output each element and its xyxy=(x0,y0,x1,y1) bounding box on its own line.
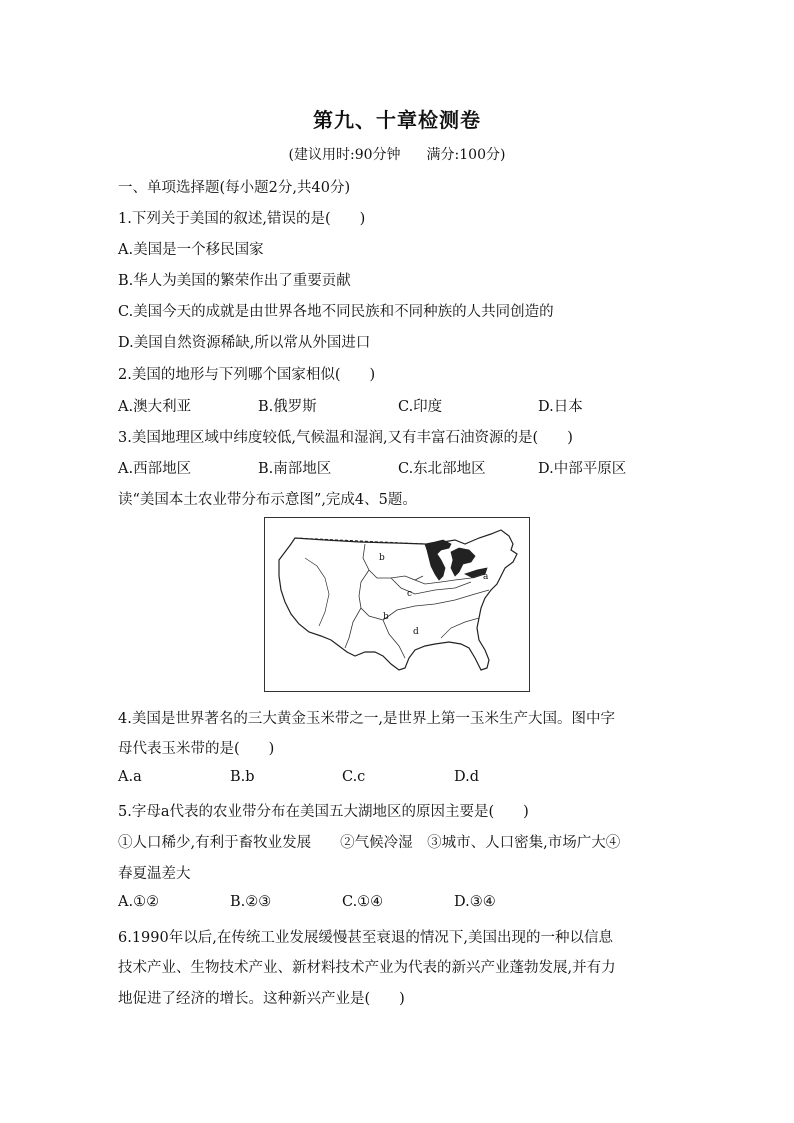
time-note: (建议用时:90分钟 xyxy=(288,147,401,163)
q4-option-d: D.d xyxy=(454,769,479,785)
q1-stem: 1.下列关于美国的叙述,错误的是( ) xyxy=(118,211,366,227)
map-label-d: d xyxy=(413,627,419,637)
q2-option-a: A.澳大利亚 xyxy=(118,399,192,415)
q5-choices-line1: ①人口稀少,有利于畜牧业发展 ②气候冷湿 ③城市、人口密集,市场广大④ xyxy=(118,835,621,851)
q2-stem: 2.美国的地形与下列哪个国家相似( ) xyxy=(118,367,376,383)
q1-option-b: B.华人为美国的繁荣作出了重要贡献 xyxy=(118,273,351,289)
map-svg xyxy=(265,518,531,693)
exam-title: 第九、十章检测卷 xyxy=(313,108,481,132)
q6-stem-line2: 技术产业、生物技术产业、新材料技术产业为代表的新兴产业蓬勃发展,并有力 xyxy=(118,960,616,976)
q5-stem: 5.字母a代表的农业带分布在美国五大湖地区的原因主要是( ) xyxy=(118,804,529,820)
exam-subtitle xyxy=(0,144,794,164)
q5-option-a: A.①② xyxy=(118,894,160,910)
q3-option-b: B.南部地区 xyxy=(258,461,332,477)
q4-option-b: B.b xyxy=(230,769,255,785)
q4-option-a: A.a xyxy=(118,769,142,785)
map-label-a: a xyxy=(483,572,489,582)
q4-option-c: C.c xyxy=(342,769,366,785)
q3-option-d: D.中部平原区 xyxy=(538,461,627,477)
q5-choices-line2: 春夏温差大 xyxy=(118,866,191,882)
score-note: 满分:100分) xyxy=(426,147,506,163)
q5-option-b: B.②③ xyxy=(230,894,272,910)
q2-option-b: B.俄罗斯 xyxy=(258,399,317,415)
q1-option-d: D.美国自然资源稀缺,所以常从外国进口 xyxy=(118,335,371,351)
q6-stem-line3: 地促进了经济的增长。这种新兴产业是( ) xyxy=(118,991,405,1007)
q2-option-d: D.日本 xyxy=(538,399,583,415)
map-label-c: c xyxy=(407,589,413,599)
map-label-b-south: b xyxy=(383,612,389,622)
q5-option-d: D.③④ xyxy=(454,894,496,910)
section-heading: 一、单项选择题(每小题2分,共40分) xyxy=(118,180,351,196)
q3-option-c: C.东北部地区 xyxy=(398,461,486,477)
q4-stem-line2: 母代表玉米带的是( ) xyxy=(118,741,275,757)
q1-option-a: A.美国是一个移民国家 xyxy=(118,242,264,258)
q2-option-c: C.印度 xyxy=(398,399,443,415)
q6-stem-line1: 6.1990年以后,在传统工业发展缓慢甚至衰退的情况下,美国出现的一种以信息 xyxy=(118,930,613,946)
map-intro: 读“美国本土农业带分布示意图”,完成4、5题。 xyxy=(118,492,417,508)
q3-stem: 3.美国地理区域中纬度较低,气候温和湿润,又有丰富石油资源的是( ) xyxy=(118,430,573,446)
q5-option-c: C.①④ xyxy=(342,894,384,910)
q4-stem-line1: 4.美国是世界著名的三大黄金玉米带之一,是世界上第一玉米生产大国。图中字 xyxy=(118,711,615,727)
us-agriculture-belt-map xyxy=(264,517,530,692)
great-lakes xyxy=(425,540,487,580)
q3-option-a: A.西部地区 xyxy=(118,461,192,477)
map-label-b-north: b xyxy=(379,553,385,563)
us-outline xyxy=(279,530,517,670)
q1-option-c: C.美国今天的成就是由世界各地不同民族和不同种族的人共同创造的 xyxy=(118,304,554,320)
